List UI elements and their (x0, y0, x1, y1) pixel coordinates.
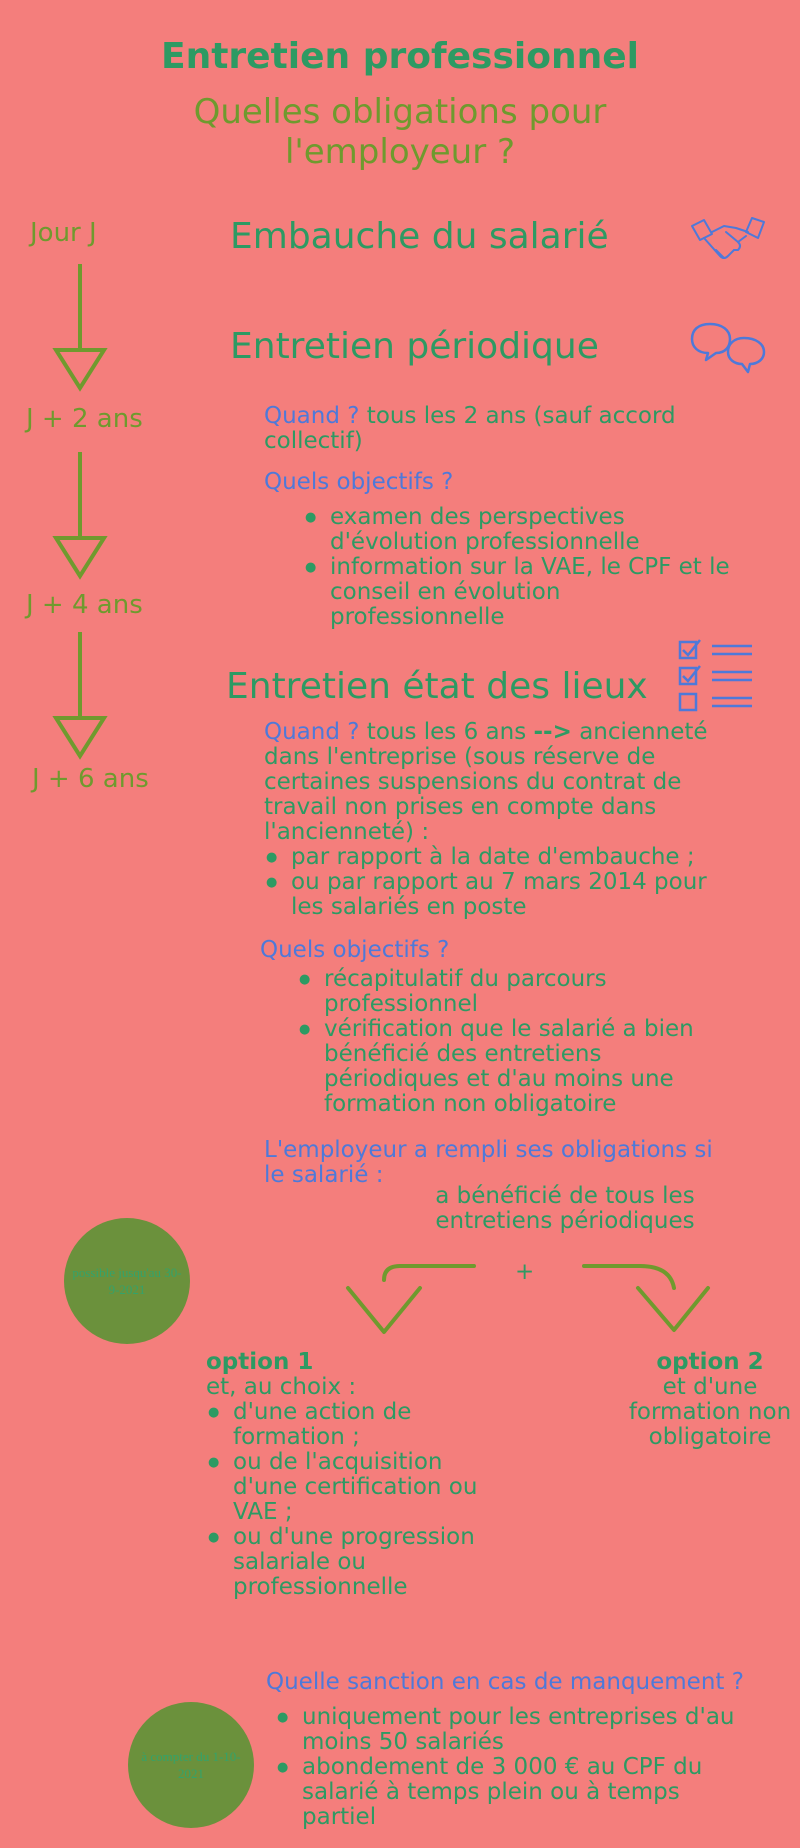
option1 (206, 1350, 313, 1375)
list-item: ● ou d'une progression salariale ou professionnelle (206, 1525, 506, 1600)
option1-label: option 1 (206, 1349, 314, 1375)
checklist-icon (678, 640, 758, 712)
timeline-day-2: J + 2 ans (26, 404, 143, 434)
timeline-day-0: Jour J (30, 218, 97, 248)
list-item: ● vérification que le salarié a bien bénéficié des entretiens périodiques et d'au moins une formation non obligatoire (297, 1017, 737, 1117)
timeline-day-4: J + 4 ans (26, 590, 143, 620)
review-objectives-label: Quels objectifs ? (260, 937, 450, 963)
list-item: ● par rapport à la date d'embauche ; (264, 845, 744, 870)
review-objectives-list (297, 967, 737, 1117)
review-when-text-b: ancienneté dans l'entreprise (sous réserve de certaines suspensions du contrat de travail non prises en compte dans l'ancienneté) : (264, 719, 708, 845)
option1-list (206, 1400, 506, 1600)
timeline-day-6: J + 6 ans (32, 764, 149, 794)
review-when-text-a: tous les 6 ans (359, 719, 534, 745)
option2-label: option 2 (656, 1349, 764, 1375)
option-branch-arrows (340, 1258, 720, 1338)
timeline-arrow-2 (50, 450, 110, 580)
speech-bubbles-icon (690, 322, 766, 374)
review-when-list (264, 845, 744, 920)
option2 (610, 1350, 800, 1375)
sanction-list (275, 1705, 745, 1830)
periodic-when (264, 404, 744, 454)
hiring-title: Embauche du salarié (230, 216, 609, 257)
list-item: ● récapitulatif du parcours professionnel (297, 967, 737, 1017)
review-when-label: Quand ? (264, 719, 360, 745)
review-when-arrow: --> (533, 719, 572, 745)
list-item: ● ou de l'acquisition d'une certification ou VAE ; (206, 1450, 506, 1525)
list-item: ● information sur la VAE, le CPF et le conseil en évolution professionnelle (303, 555, 733, 630)
page-title: Entretien professionnel (160, 36, 639, 77)
effective-date-badge: à compter du 1-10-2021 (128, 1702, 254, 1828)
periodic-title: Entretien périodique (230, 326, 599, 367)
page-subtitle: Quelles obligations pour l'employeur ? (193, 92, 607, 172)
periodic-objectives-list (303, 505, 733, 630)
review-when (264, 720, 744, 845)
option2-text: et d'une formation non obligatoire (628, 1374, 792, 1450)
timeline-arrow-3 (50, 630, 110, 760)
list-item: ● abondement de 3 000 € au CPF du salarié à temps plein ou à temps partiel (275, 1755, 745, 1830)
review-title: Entretien état des lieux (226, 666, 648, 707)
timeline-arrow-1 (50, 262, 110, 392)
deadline-badge: possible jusqu'au 30-9-2021 (64, 1218, 190, 1344)
sanction-question: Quelle sanction en cas de manquement ? (266, 1669, 744, 1695)
periodic-when-text: tous les 2 ans (sauf accord collectif) (264, 403, 676, 454)
list-item: ● d'une action de formation ; (206, 1400, 506, 1450)
handshake-icon (690, 216, 766, 266)
list-item: ● examen des perspectives d'évolution professionnelle (303, 505, 733, 555)
periodic-objectives-label: Quels objectifs ? (264, 469, 454, 495)
obligations-intro: L'employeur a rempli ses obligations si le salarié : (264, 1137, 713, 1188)
obligations-benefit: a bénéficié de tous les entretiens périodiques (435, 1183, 695, 1234)
obligations-plus: + (515, 1259, 535, 1285)
periodic-when-label: Quand ? (264, 403, 360, 429)
option1-intro: et, au choix : (206, 1374, 357, 1400)
list-item: ● ou par rapport au 7 mars 2014 pour les salariés en poste (264, 870, 744, 920)
list-item: ● uniquement pour les entreprises d'au moins 50 salariés (275, 1705, 745, 1755)
